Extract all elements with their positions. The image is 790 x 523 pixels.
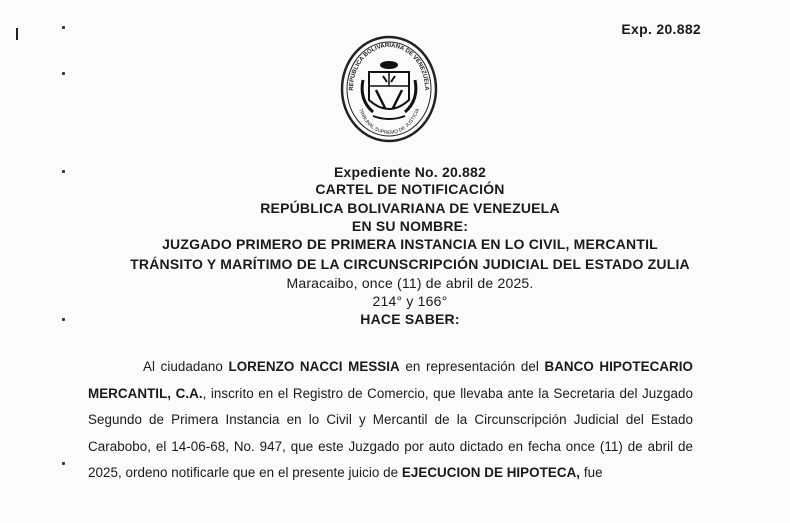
court-seal-stamp (339, 34, 439, 144)
body-text-segment: en representación del (399, 359, 545, 374)
margin-mark (62, 462, 65, 465)
hace-saber-line: HACE SABER: (360, 311, 460, 327)
margin-mark (62, 72, 65, 75)
svg-text:REPÚBLICA BOLIVARIANA DE VENEZ: REPÚBLICA BOLIVARIANA DE VENEZUELA (348, 42, 430, 91)
court-seal-icon (339, 34, 439, 144)
juzgado-line-1: JUZGADO PRIMERO DE PRIMERA INSTANCIA EN LO CIVIL, MERCANTIL (162, 236, 658, 252)
anios-line: 214° y 166° (372, 293, 448, 309)
body-text-segment: fue (580, 465, 603, 480)
expediente-number-top: Exp. 20.882 (621, 21, 701, 37)
body-text-segment: , inscrito en el Registro de Comercio, que llevaba ante la Secretaria del Juzgado Segundo de Primera Instancia en lo Civil y Mercantil de la Circunscripción Judicial del Estado Carabobo, el 14-06-68, No. 947, que este Juzgado por auto dictado en fecha once (11) de abril de 2025, ordeno notificarle que en el presente juicio de (88, 385, 693, 480)
republica-line: REPÚBLICA BOLIVARIANA DE VENEZUELA (260, 200, 560, 216)
citizen-name: LORENZO NACCI MESSIA (228, 359, 400, 374)
case-type: EJECUCION DE HIPOTECA, (401, 465, 581, 480)
juzgado-line-2: TRÁNSITO Y MARÍTIMO DE LA CIRCUNSCRIPCIÓN JUDICIAL DEL ESTADO ZULIA (130, 256, 690, 272)
body-paragraph (88, 354, 693, 487)
margin-bar (16, 28, 18, 40)
notification-body (88, 354, 693, 487)
margin-mark (62, 26, 65, 29)
cartel-title: CARTEL DE NOTIFICACIÓN (315, 181, 505, 197)
bank-name: BANCO HIPOTECARIO MERCANTIL, C.A. (88, 359, 693, 401)
en-su-nombre-line: EN SU NOMBRE: (351, 218, 469, 234)
expediente-heading: Expediente No. 20.882 (333, 164, 487, 180)
svg-text:TRIBUNAL SUPREMO DE JUSTICIA: TRIBUNAL SUPREMO DE JUSTICIA (357, 107, 421, 137)
body-text-segment: Al ciudadano (143, 359, 229, 374)
fecha-line: Maracaibo, once (11) de abril de 2025. (286, 275, 534, 291)
